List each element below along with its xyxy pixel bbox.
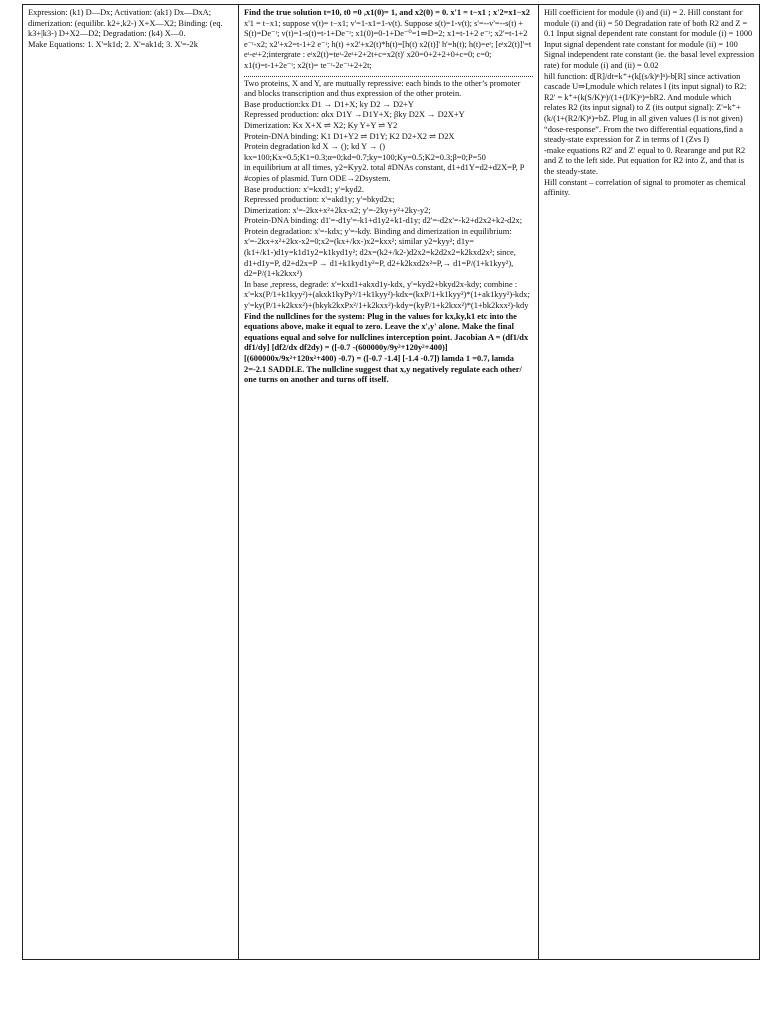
- column-1: [23, 5, 239, 959]
- column-2: [239, 5, 539, 959]
- col2-paragraph: Base production:kx D1 → D1+X; ky D2 → D2+Y: [244, 99, 414, 109]
- col2-paragraph: kx=100;Kx=0.5;K1=0.3;α=0;kd=0.7;ky=100;Ky=0.5;K2=0.3;β=0;P=50: [244, 152, 486, 162]
- col3-paragraph: “dose-response”. From the two differential equations,find a steady-state expression for Z in terms of I (Zvs I): [544, 124, 743, 145]
- col2-problem-heading: Find the true solution t=10, t0 =0 ,x1(0)= 1, and x2(0) = 0. x'1 = t−x1 ; x'2=x1−x2: [244, 8, 530, 17]
- col3-paragraph: Hill coefficient for module (i) and (ii) = 2. Hill constant for module (i) and (ii) = 50 Degradation rate of both R2 and Z = 0.1 Input signal dependent rate constant for module (i) = 1000 Input signal dependent rate constant for module (ii) = 100 Signal independent rate constant (ie. the basal level expression rate) for module (i) and (ii) = 0.02: [544, 8, 755, 70]
- notes-table: [22, 4, 760, 960]
- column-3: [539, 5, 759, 959]
- col3-paragraph: -make equations R2' and Z' equal to 0. Rearange and put R2 and Z to the left side. Put equation for R2 into Z, and that is the steady-state.: [544, 145, 746, 176]
- col2-paragraph: Protein degradation kd X → (); kd Y → (): [244, 142, 386, 152]
- col2-nullcline-paragraph: Find the nullclines for the system: Plug in the values for kx,ky,k1 etc into the equations above, make it equal to zero. Leave the x',y' alone. Make the final equations equal and solve for nullclines interception point. Jacobian A = (df1/dx df1/dy] [df2/dx df2dy) = ([-0.7 -(600000y/9y²+120y²+400)] [(600000x/9x²+120x²+400) -0.7) = ([-0.7 -1.4] [-1.4 -0.7]) lamda 1 =0.7, lamda 2=-2.1 SADDLE. The nullcline suggest that x,y negatively regulate each other/ one turns on another and turns off itself.: [244, 311, 529, 385]
- col3-paragraph: hill function: d[R]/dt=k⁺+(k[(s/k)ⁿ]ⁿ)-b[R] since activation cascade U⇒I,module which relates I (its input signal) to R2: R2' = k⁺+(k(S/K)ⁿ)/(1+(I/K)ⁿ)=bR2. And module which relates R2 (its input signal) to Z (its output signal): Z'=k⁺+(k/(1+(R2/K)ⁿ)=bZ. Plug in all given values (I is not given): [544, 71, 747, 123]
- col2-paragraph: In base ,repress, degrade: x'=kxd1+akxd1y-kdx, y'=kyd2+bkyd2x-kdy; combine : x'=kx(P/1+k1kyy²)+(akxk1kyPy²/1+k1kyy²)-kdx=(kxP/1+k1kyy²)*(1+ak1kyy²)-kdx; y'=ky(P/1+k2kxx²)+(bkyk2kxPx²/1+k2kxx²)-kdy=(kyP/1+k2kxx²)*(1+bk2kxx²)-kdy: [244, 279, 530, 311]
- col2-paragraph: Repressed production: x'=akd1y; y'=bkyd2x;: [244, 195, 395, 205]
- col2-paragraph: Base production: x'=kxd1; y'=kyd2.: [244, 184, 364, 194]
- col2-paragraph: Dimerization: Kx X+X ⇌ X2; Ky Y+Y ⇌ Y2: [244, 120, 398, 130]
- col2-paragraph: Protein-DNA binding: K1 D1+Y2 ⇌ D1Y; K2 D2+X2 ⇌ D2X: [244, 131, 455, 141]
- col1-paragraph: Expression: (k1) D—Dx; Activation: (ak1) Dx—DxA; dimerization: (equilibr. k2+,k2-) X+X—X2; Binding: (eq. k3+|k3-) D+X2—D2; Degradation: (k4) X—0.: [28, 8, 223, 39]
- col1-paragraph: Make Equations: 1. X'=k1d; 2. X'=ak1d; 3. X'=-2k: [28, 39, 198, 49]
- col2-paragraph: Dimerization: x'=-2kx+x²+2kx-x2; y'=-2ky+y²+2ky-y2;: [244, 205, 431, 215]
- col3-paragraph: Hill constant – correlation of signal to promoter as chemical affinity.: [544, 177, 746, 198]
- col2-paragraph: x1(t)=t-1+2e⁻ᵗ; x2(t)= te⁻ᵗ-2e⁻ᵗ+2+2t;: [244, 60, 372, 70]
- col2-paragraph: x'1 = t−x1; suppose v(t)= t−x1; v'=1-x1=1-v(t). Suppose s(t)=1-v(t); s'=--v'=--s(t) + S(t)=De⁻ᵗ; v(t)=1-s(t)=t-1+De⁻ᵗ; x1(0)=0-1+De⁻⁰=1⇒D=2; x1=t-1+2 e⁻ᵗ; x2'=t-1+2 e⁻ᵗ-x2; x2'+x2=t-1+2 e⁻ᵗ; h(t) +x2'+x2(t)*h(t)=[h(t) x2(t)]' h'=h(t); h(t)=eᵗ; [eᵗx2(t)]'=t eᵗ-eᵗ+2;intergrate : eᵗx2(t)=teᵗ-2eᵗ+2+2t+c=x2(t)' x20=0+2+2+0+c=0; c=0;: [244, 18, 532, 60]
- dotted-divider: [244, 76, 533, 77]
- col2-paragraph: Protein-DNA binding: d1'=-d1y'=-k1+d1y2+k1-d1y; d2'=-d2x'=-k2+d2x2+k2-d2x; Protein degradation: x'=-kdx; y'=-kdy. Binding and dimerization in equilibrium: x'=-2kx+x²+2kx-x2=0;x2=(kx+/kx-)x2=kxx²; similar y2=kyy²; d1y=(k1+/k1-)d1y=k1d1y2=k1kyd1y²; d2x=(k2+/k2-)d2x2=k2d2x2=k2kxd2x²; since, d1+d1y=P, d2+d2x=P → d1+k1kyd1y²=P, d2+k2kxd2x²=P,→ d1=P/(1+k1kyy²), d2=P/(1+k2kxx²): [244, 216, 523, 279]
- col2-paragraph: Repressed production: αkx D1Y →D1Y+X; βky D2X → D2X+Y: [244, 110, 465, 120]
- col2-paragraph: in equilibrium at all times, y2=Kyy2. total #DNAs constant, d1+d1Y=d2+d2X=P, P #copies of plasmid. Turn ODE→2Dsystem.: [244, 163, 525, 183]
- col2-paragraph: Two proteins, X and Y, are mutually repressive: each binds to the other’s promoter and blocks transcription and thus expression of the other protein.: [244, 78, 521, 99]
